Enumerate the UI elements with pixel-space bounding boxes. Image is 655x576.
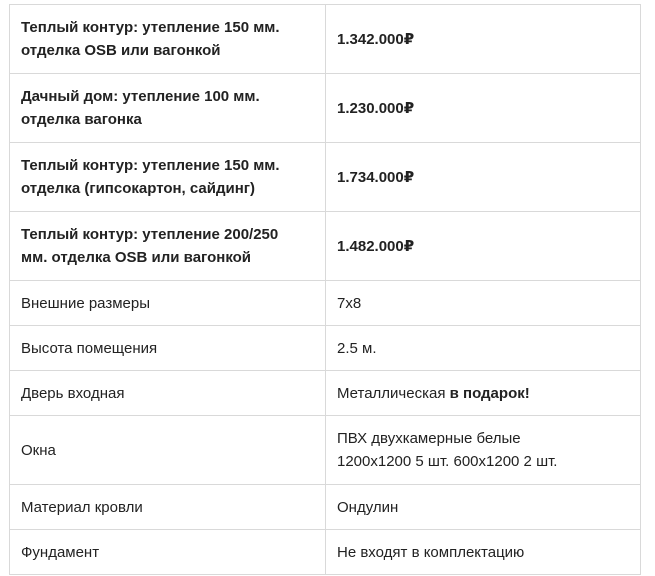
table-row [10,530,641,575]
spec-value-foundation: Не входят в комплектацию [326,530,641,575]
table-row [10,281,641,326]
package-name-line: мм. отделка OSB или вагонкой [21,249,252,266]
package-name-line: отделка OSB или вагонкой [21,42,221,59]
table-row [10,371,641,416]
door-type-text: Металлическая [337,384,450,402]
table-row [10,143,641,212]
spec-label-door: Дверь входная [10,371,326,416]
spec-label-windows: Окна [10,416,326,485]
package-name-cell [10,74,326,143]
specification-table [9,4,641,575]
gift-highlight: в подарок! [449,384,530,402]
package-price-cell: 1.342.000₽ [326,5,641,74]
spec-value-door [326,371,641,416]
spec-value-windows [326,416,641,485]
package-name-cell [10,5,326,74]
package-name-line: отделка вагонка [21,111,142,128]
package-name-cell [10,212,326,281]
package-name-line: Теплый контур: утепление 150 мм. [21,19,280,36]
spec-label-height: Высота помещения [10,326,326,371]
table-row [10,416,641,485]
package-price-cell: 1.734.000₽ [326,143,641,212]
spec-label-foundation: Фундамент [10,530,326,575]
table-row [10,5,641,74]
package-name-cell [10,143,326,212]
package-price-cell: 1.230.000₽ [326,74,641,143]
table-row [10,485,641,530]
package-name-line: Теплый контур: утепление 150 мм. [21,157,280,174]
spec-value-roof: Ондулин [326,485,641,530]
package-price-cell: 1.482.000₽ [326,212,641,281]
table-row [10,74,641,143]
table-row [10,326,641,371]
spec-label-size: Внешние размеры [10,281,326,326]
spec-value-height: 2.5 м. [326,326,641,371]
spec-label-roof: Материал кровли [10,485,326,530]
windows-line: 1200x1200 5 шт. 600x1200 2 шт. [337,453,558,470]
windows-line: ПВХ двухкамерные белые [337,430,521,447]
spec-value-size: 7x8 [326,281,641,326]
package-name-line: Дачный дом: утепление 100 мм. [21,88,260,105]
package-name-line: Теплый контур: утепление 200/250 [21,226,279,243]
package-name-line: отделка (гипсокартон, сайдинг) [21,180,256,197]
table-row [10,212,641,281]
